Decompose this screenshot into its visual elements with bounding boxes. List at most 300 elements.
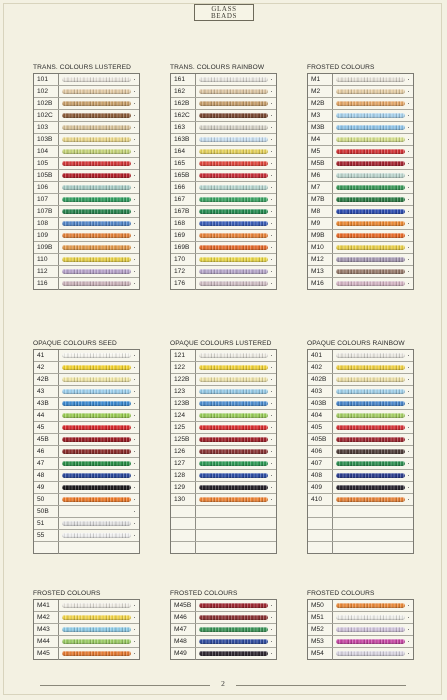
bead-strand-swatch (62, 461, 131, 466)
bead-strand-swatch (199, 257, 268, 262)
strand-end-dot (134, 79, 135, 80)
section-title: FROSTED COLOURS (307, 590, 375, 597)
bead-code: 105B (34, 170, 59, 181)
bead-code: M48 (171, 636, 196, 647)
table-row (171, 636, 276, 648)
strand-end-dot (408, 91, 409, 92)
section-title: FROSTED COLOURS (170, 590, 238, 597)
table-row (171, 494, 276, 506)
strand-end-dot (134, 139, 135, 140)
bead-strand-swatch (336, 161, 405, 166)
color-table (307, 349, 414, 554)
table-row (171, 530, 276, 542)
strand-end-dot (271, 451, 272, 452)
strand-end-dot (408, 127, 409, 128)
table-row (308, 446, 413, 458)
bead-code: 405 (308, 422, 333, 433)
bead-strand-swatch (199, 77, 268, 82)
strand-end-dot (408, 463, 409, 464)
bead-strand-swatch (62, 603, 131, 608)
bead-code: M2B (308, 98, 333, 109)
table-row (34, 254, 139, 266)
bead-code: 43B (34, 398, 59, 409)
strand-end-dot (408, 139, 409, 140)
strand-end-dot (408, 617, 409, 618)
strand-end-dot (271, 151, 272, 152)
table-row (308, 410, 413, 422)
table-row (34, 458, 139, 470)
strand-end-dot (134, 223, 135, 224)
strand-end-dot (271, 367, 272, 368)
strand-end-dot (134, 91, 135, 92)
bead-strand-swatch (199, 485, 268, 490)
bead-code: 170 (171, 254, 196, 265)
bead-code (308, 518, 333, 529)
bead-code: 169B (171, 242, 196, 253)
strand-end-dot (134, 271, 135, 272)
bead-strand-swatch (199, 461, 268, 466)
section-title: OPAQUE COLOURS LUSTERED (170, 340, 272, 347)
table-row (308, 600, 413, 612)
bead-strand-swatch (336, 209, 405, 214)
table-row (171, 122, 276, 134)
bead-strand-swatch (199, 89, 268, 94)
strand-end-dot (408, 427, 409, 428)
table-row (34, 530, 139, 542)
strand-end-dot (134, 511, 135, 512)
strand-end-dot (271, 175, 272, 176)
table-row (308, 458, 413, 470)
table-row (308, 398, 413, 410)
strand-end-dot (271, 475, 272, 476)
bead-code: M44 (34, 636, 59, 647)
table-row (308, 158, 413, 170)
strand-end-dot (134, 247, 135, 248)
table-row (34, 374, 139, 386)
section-title: TRANS. COLOURS RAINBOW (170, 64, 265, 71)
bead-strand-swatch (199, 269, 268, 274)
table-row (34, 494, 139, 506)
bead-code: M5 (308, 146, 333, 157)
bead-strand-swatch (199, 281, 268, 286)
bead-strand-swatch (62, 425, 131, 430)
bead-code: 169 (171, 230, 196, 241)
bead-strand-swatch (336, 197, 405, 202)
strand-end-dot (134, 127, 135, 128)
bead-code: M4 (308, 134, 333, 145)
bead-strand-swatch (62, 413, 131, 418)
bead-code: M49 (171, 648, 196, 660)
strand-end-dot (408, 487, 409, 488)
table-row (171, 446, 276, 458)
bead-strand-swatch (62, 173, 131, 178)
bead-code: 164 (171, 146, 196, 157)
table-row (171, 242, 276, 254)
bead-code: 101 (34, 74, 59, 85)
bead-strand-swatch (199, 101, 268, 106)
table-row (34, 506, 139, 518)
bead-code: 167B (171, 206, 196, 217)
bead-code: 125 (171, 422, 196, 433)
table-row (308, 206, 413, 218)
bead-strand-swatch (199, 149, 268, 154)
bead-code: 104 (34, 146, 59, 157)
table-row (308, 648, 413, 660)
strand-end-dot (408, 199, 409, 200)
strand-end-dot (271, 355, 272, 356)
table-row (34, 648, 139, 660)
bead-strand-swatch (199, 221, 268, 226)
bead-code: M51 (308, 612, 333, 623)
bead-code: 45 (34, 422, 59, 433)
bead-strand-swatch (336, 185, 405, 190)
bead-code: 402 (308, 362, 333, 373)
bead-code: M2 (308, 86, 333, 97)
strand-end-dot (134, 367, 135, 368)
bead-code: 161 (171, 74, 196, 85)
table-row (308, 624, 413, 636)
strand-end-dot (408, 79, 409, 80)
strand-end-dot (134, 451, 135, 452)
bead-code: 162 (171, 86, 196, 97)
bead-code: M47 (171, 624, 196, 635)
table-row (308, 494, 413, 506)
strand-end-dot (408, 415, 409, 416)
bead-strand-swatch (199, 603, 268, 608)
table-row (34, 122, 139, 134)
bead-code: 129 (171, 482, 196, 493)
strand-end-dot (134, 199, 135, 200)
table-row (34, 470, 139, 482)
table-row (34, 350, 139, 362)
strand-end-dot (271, 499, 272, 500)
bead-code: 121 (171, 350, 196, 361)
strand-end-dot (134, 439, 135, 440)
bead-code: 103B (34, 134, 59, 145)
strand-end-dot (134, 259, 135, 260)
table-row (308, 530, 413, 542)
strand-end-dot (408, 475, 409, 476)
bead-code: 403B (308, 398, 333, 409)
strand-end-dot (271, 127, 272, 128)
strand-end-dot (271, 617, 272, 618)
strand-end-dot (271, 199, 272, 200)
table-row (171, 98, 276, 110)
table-row (34, 446, 139, 458)
glass-beads-header (194, 4, 254, 21)
bead-code: 167 (171, 194, 196, 205)
strand-end-dot (134, 475, 135, 476)
bead-strand-swatch (62, 197, 131, 202)
strand-end-dot (271, 115, 272, 116)
bead-strand-swatch (62, 401, 131, 406)
bead-strand-swatch (199, 437, 268, 442)
table-row (34, 134, 139, 146)
strand-end-dot (408, 151, 409, 152)
bead-code: 112 (34, 266, 59, 277)
bead-strand-swatch (199, 137, 268, 142)
table-row (308, 422, 413, 434)
table-row (171, 386, 276, 398)
bead-strand-swatch (336, 437, 405, 442)
strand-end-dot (408, 391, 409, 392)
bead-code: 103 (34, 122, 59, 133)
table-row (171, 398, 276, 410)
color-table (170, 599, 277, 660)
bead-strand-swatch (62, 437, 131, 442)
bead-strand-swatch (62, 651, 131, 656)
strand-end-dot (134, 115, 135, 116)
bead-strand-swatch (199, 449, 268, 454)
strand-end-dot (134, 641, 135, 642)
bead-strand-swatch (62, 269, 131, 274)
bead-strand-swatch (199, 425, 268, 430)
strand-end-dot (134, 103, 135, 104)
table-row (171, 170, 276, 182)
bead-code: 122 (171, 362, 196, 373)
bead-strand-swatch (199, 615, 268, 620)
bead-strand-swatch (199, 197, 268, 202)
bead-code (308, 506, 333, 517)
bead-code: 126 (171, 446, 196, 457)
bead-code (34, 542, 59, 554)
bead-strand-swatch (199, 389, 268, 394)
table-row (34, 74, 139, 86)
table-row (171, 266, 276, 278)
bead-code (171, 518, 196, 529)
table-row (171, 158, 276, 170)
table-row (308, 434, 413, 446)
table-row (34, 182, 139, 194)
table-row (34, 542, 139, 554)
table-row (308, 386, 413, 398)
table-row (171, 542, 276, 554)
bead-strand-swatch (199, 377, 268, 382)
bead-strand-swatch (62, 281, 131, 286)
bead-code: M52 (308, 624, 333, 635)
bead-code: 166 (171, 182, 196, 193)
bead-code: M3B (308, 122, 333, 133)
bead-code: 42 (34, 362, 59, 373)
table-row (308, 86, 413, 98)
color-table (307, 73, 414, 290)
strand-end-dot (408, 175, 409, 176)
bead-strand-swatch (336, 149, 405, 154)
strand-end-dot (134, 175, 135, 176)
strand-end-dot (408, 163, 409, 164)
strand-end-dot (408, 653, 409, 654)
bead-strand-swatch (199, 353, 268, 358)
bead-code: M5B (308, 158, 333, 169)
bead-strand-swatch (336, 365, 405, 370)
bead-strand-swatch (62, 485, 131, 490)
bead-strand-swatch (62, 639, 131, 644)
bead-code: 402B (308, 374, 333, 385)
table-row (171, 74, 276, 86)
bead-strand-swatch (62, 365, 131, 370)
table-row (34, 624, 139, 636)
bead-strand-swatch (336, 221, 405, 226)
bead-code: 123B (171, 398, 196, 409)
color-table (33, 599, 140, 660)
table-row (308, 470, 413, 482)
bead-strand-swatch (62, 161, 131, 166)
bead-strand-swatch (62, 185, 131, 190)
bead-code: 42B (34, 374, 59, 385)
bead-code: 127 (171, 458, 196, 469)
bead-code (308, 530, 333, 541)
strand-end-dot (408, 629, 409, 630)
bead-strand-swatch (199, 125, 268, 130)
bead-strand-swatch (336, 281, 405, 286)
bead-strand-swatch (336, 137, 405, 142)
bead-code: 110 (34, 254, 59, 265)
strand-end-dot (271, 187, 272, 188)
bead-strand-swatch (336, 413, 405, 418)
table-row (34, 398, 139, 410)
bead-strand-swatch (199, 473, 268, 478)
bead-code: M9 (308, 218, 333, 229)
bead-code: 122B (171, 374, 196, 385)
section-title: OPAQUE COLOURS RAINBOW (307, 340, 405, 347)
strand-end-dot (408, 355, 409, 356)
bead-code: 102C (34, 110, 59, 121)
bead-code: 47 (34, 458, 59, 469)
table-row (34, 266, 139, 278)
bead-code: M53 (308, 636, 333, 647)
bead-code (308, 542, 333, 554)
bead-code: 109B (34, 242, 59, 253)
bead-code: 50B (34, 506, 59, 517)
table-row (171, 254, 276, 266)
table-row (171, 134, 276, 146)
bead-strand-swatch (62, 473, 131, 478)
strand-end-dot (408, 259, 409, 260)
table-row (34, 98, 139, 110)
strand-end-dot (134, 415, 135, 416)
bead-code: M45B (171, 600, 196, 611)
table-row (34, 242, 139, 254)
table-row (34, 218, 139, 230)
strand-end-dot (271, 605, 272, 606)
bead-strand-swatch (336, 173, 405, 178)
table-row (171, 648, 276, 660)
bead-code: 406 (308, 446, 333, 457)
bead-strand-swatch (62, 521, 131, 526)
table-row (34, 612, 139, 624)
strand-end-dot (271, 139, 272, 140)
table-row (171, 362, 276, 374)
strand-end-dot (408, 223, 409, 224)
table-row (308, 194, 413, 206)
table-row (171, 624, 276, 636)
table-row (34, 410, 139, 422)
table-row (308, 518, 413, 530)
table-row (308, 350, 413, 362)
strand-end-dot (134, 487, 135, 488)
strand-end-dot (408, 403, 409, 404)
bead-code: 162B (171, 98, 196, 109)
bead-strand-swatch (62, 137, 131, 142)
table-row (171, 374, 276, 386)
table-row (34, 86, 139, 98)
table-row (308, 98, 413, 110)
table-row (308, 542, 413, 554)
bead-strand-swatch (336, 473, 405, 478)
table-row (308, 74, 413, 86)
bead-strand-swatch (336, 615, 405, 620)
strand-end-dot (134, 151, 135, 152)
bead-strand-swatch (62, 149, 131, 154)
strand-end-dot (271, 391, 272, 392)
strand-end-dot (134, 523, 135, 524)
section-title: FROSTED COLOURS (33, 590, 101, 597)
bead-strand-swatch (199, 173, 268, 178)
table-row (34, 206, 139, 218)
bead-strand-swatch (62, 233, 131, 238)
table-row (171, 194, 276, 206)
table-row (308, 482, 413, 494)
bead-code: 165B (171, 170, 196, 181)
strand-end-dot (134, 391, 135, 392)
bead-strand-swatch (62, 245, 131, 250)
bead-code (171, 542, 196, 554)
bead-code: 163B (171, 134, 196, 145)
strand-end-dot (271, 403, 272, 404)
table-row (308, 146, 413, 158)
bead-code: M16 (308, 278, 333, 290)
strand-end-dot (271, 463, 272, 464)
strand-end-dot (408, 605, 409, 606)
bead-code: M6 (308, 170, 333, 181)
bead-strand-swatch (336, 77, 405, 82)
strand-end-dot (408, 283, 409, 284)
strand-end-dot (408, 367, 409, 368)
table-row (171, 470, 276, 482)
table-row (308, 242, 413, 254)
bead-strand-swatch (62, 353, 131, 358)
bead-strand-swatch (199, 365, 268, 370)
bead-code: 116 (34, 278, 59, 290)
bead-strand-swatch (62, 533, 131, 538)
table-row (34, 600, 139, 612)
bead-strand-swatch (336, 125, 405, 130)
strand-end-dot (271, 271, 272, 272)
section-title: OPAQUE COLOURS SEED (33, 340, 117, 347)
bead-strand-swatch (62, 77, 131, 82)
bead-code: M10 (308, 242, 333, 253)
strand-end-dot (271, 379, 272, 380)
bead-code: M50 (308, 600, 333, 611)
table-row (308, 182, 413, 194)
strand-end-dot (271, 79, 272, 80)
bead-strand-swatch (336, 389, 405, 394)
bead-code: 106 (34, 182, 59, 193)
bead-code: 49 (34, 482, 59, 493)
strand-end-dot (408, 271, 409, 272)
strand-end-dot (134, 187, 135, 188)
header-line-2: BEADS (211, 12, 237, 20)
bead-strand-swatch (336, 113, 405, 118)
bead-code: 108 (34, 218, 59, 229)
bead-strand-swatch (336, 257, 405, 262)
table-row (171, 410, 276, 422)
table-row (171, 110, 276, 122)
bead-strand-swatch (199, 627, 268, 632)
bead-code: M1 (308, 74, 333, 85)
strand-end-dot (271, 259, 272, 260)
table-row (34, 518, 139, 530)
